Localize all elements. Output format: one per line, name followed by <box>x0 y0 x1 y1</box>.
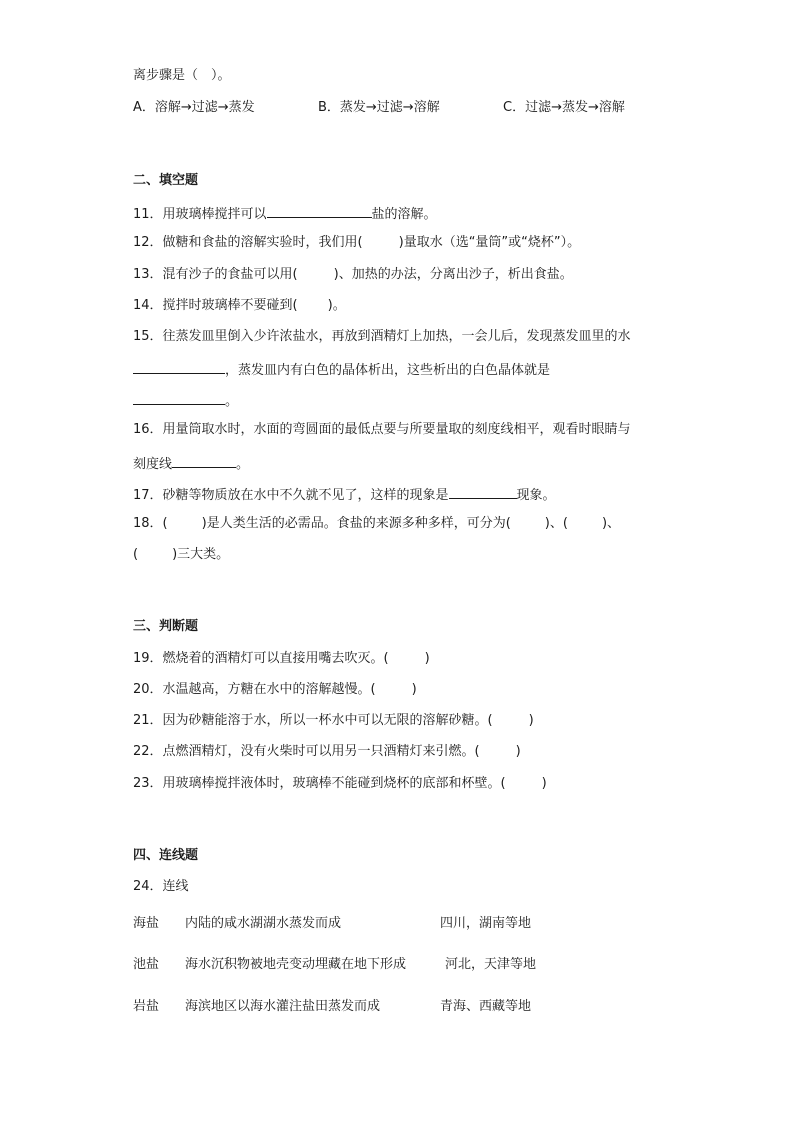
q21-close: ) <box>528 713 534 728</box>
question-12 <box>133 234 580 252</box>
q16-text-b: 。 <box>236 457 250 472</box>
q19-text: 19．燃烧着的酒精灯可以直接用嘴去吹灭。( <box>133 651 389 666</box>
q17-blank[interactable] <box>449 484 517 499</box>
q11-blank[interactable] <box>267 203 372 218</box>
question-23 <box>133 775 547 793</box>
question-16-line-2 <box>133 453 249 474</box>
question-13 <box>133 266 573 284</box>
q21-text: 21．因为砂糖能溶于水，所以一杯水中可以无限的溶解砂糖。( <box>133 713 493 728</box>
q20-close: ) <box>411 682 417 697</box>
match-middle-3[interactable]: 海滨地区以海水灌注盐田蒸发而成 <box>185 999 381 1014</box>
q16-text-a: 刻度线 <box>133 457 173 472</box>
match-right-3[interactable]: 青海、西藏等地 <box>440 999 532 1014</box>
q17-text-a: 17．砂糖等物质放在水中不久就不见了，这样的现象是 <box>133 488 449 503</box>
q13-text-b: )、加热的办法，分离出沙子，析出食盐。 <box>333 267 573 282</box>
q15-blank-1[interactable] <box>133 359 225 374</box>
q16-blank[interactable] <box>172 453 236 468</box>
question-16-line-1: 16．用量筒取水时，水面的弯圆面的最低点要与所要量取的刻度线相平，观看时眼睛与 <box>133 422 631 437</box>
q23-close: ) <box>541 776 547 791</box>
q18-text-c: )、( <box>544 516 568 531</box>
q18-text-b: )是人类生活的必需品。食盐的来源多种多样，可分为( <box>201 516 511 531</box>
q19-close: ) <box>424 651 430 666</box>
section-title-fill-blank: 二、填空题 <box>133 173 199 188</box>
match-right-1[interactable]: 四川，湖南等地 <box>440 916 532 931</box>
q10-option-a[interactable]: A．溶解→过滤→蒸发 <box>133 100 255 115</box>
question-15-line-2 <box>133 359 550 380</box>
q20-text: 20．水温越高，方糖在水中的溶解越慢。( <box>133 682 376 697</box>
match-middle-2[interactable]: 海水沉积物被地壳变动埋藏在地下形成 <box>185 957 407 972</box>
question-21 <box>133 712 534 730</box>
question-15-line-1: 15．往蒸发皿里倒入少许浓盐水，再放到酒精灯上加热，一会儿后，发现蒸发皿里的水 <box>133 329 631 344</box>
question-11 <box>133 203 437 224</box>
match-left-rock-salt[interactable]: 岩盐 <box>133 999 160 1014</box>
q22-text: 22．点燃酒精灯，没有火柴时可以用另一只酒精灯来引燃。( <box>133 744 480 759</box>
q11-text-b: 盐的溶解。 <box>371 207 437 222</box>
question-19 <box>133 650 430 668</box>
q14-text-a: 14．搅拌时玻璃棒不要碰到( <box>133 298 298 313</box>
q18-text-a: 18．( <box>133 516 168 531</box>
question-18-line-1 <box>133 515 620 533</box>
question-15-line-3 <box>133 390 238 411</box>
q15-text-3: 。 <box>225 394 239 409</box>
section-title-judgement: 三、判断题 <box>133 619 199 634</box>
q18-text-f: )三大类。 <box>172 547 230 562</box>
q15-blank-2[interactable] <box>133 390 225 405</box>
section-title-matching: 四、连线题 <box>133 848 199 863</box>
q11-text-a: 11．用玻璃棒搅拌可以 <box>133 207 267 222</box>
q13-text-a: 13．混有沙子的食盐可以用( <box>133 267 298 282</box>
match-left-lake-salt[interactable]: 池盐 <box>133 957 160 972</box>
question-17 <box>133 484 556 505</box>
q10-option-b[interactable]: B．蒸发→过滤→溶解 <box>318 100 440 115</box>
q15-text-2: ，蒸发皿内有白色的晶体析出，这些析出的白色晶体就是 <box>225 363 551 378</box>
question-20 <box>133 681 417 699</box>
question-14 <box>133 297 346 315</box>
q10-option-c[interactable]: C．过滤→蒸发→溶解 <box>503 100 625 115</box>
q12-text-b: )量取水（选“量筒”或“烧杯”）。 <box>398 235 581 250</box>
match-middle-1[interactable]: 内陆的咸水湖湖水蒸发而成 <box>185 916 342 931</box>
match-left-sea-salt[interactable]: 海盐 <box>133 916 160 931</box>
question-24: 24．连线 <box>133 879 189 894</box>
q10-stem-tail: 离步骤是（ ）。 <box>133 68 231 83</box>
q18-text-e: ( <box>133 547 139 562</box>
q23-text: 23．用玻璃棒搅拌液体时，玻璃棒不能碰到烧杯的底部和杯壁。( <box>133 776 506 791</box>
q18-text-d: )、 <box>601 516 621 531</box>
question-18-line-2 <box>133 546 229 564</box>
question-22 <box>133 743 521 761</box>
q17-text-b: 现象。 <box>516 488 556 503</box>
match-right-2[interactable]: 河北，天津等地 <box>445 957 537 972</box>
q22-close: ) <box>515 744 521 759</box>
q12-text-a: 12．做糖和食盐的溶解实验时，我们用( <box>133 235 363 250</box>
q14-text-b: )。 <box>327 298 346 313</box>
